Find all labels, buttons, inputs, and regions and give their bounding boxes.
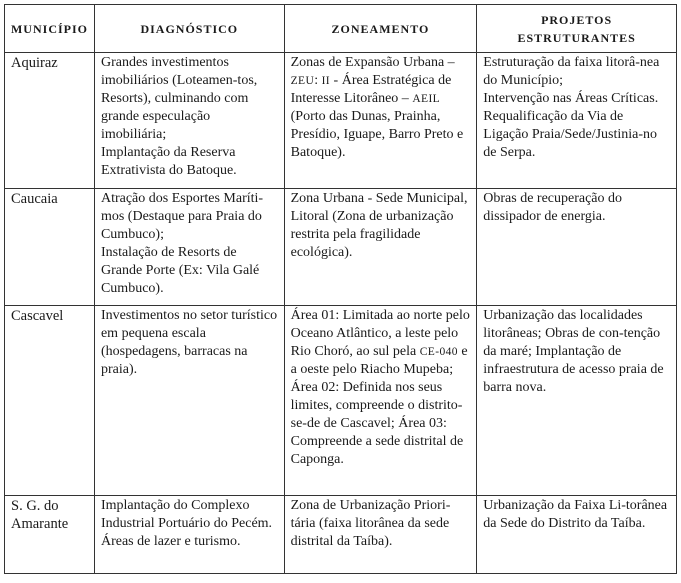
table-row	[5, 306, 677, 496]
roman-numeral: II	[321, 75, 331, 87]
cell-zoneamento	[284, 306, 477, 496]
table-row	[5, 189, 677, 306]
cell-municipio: Caucaia	[5, 189, 95, 306]
cell-zoneamento	[284, 189, 477, 306]
cell-text: Atração dos Esportes Maríti-mos (Destaque para Praia do Cumbuco);	[100, 191, 264, 242]
text-span: (Porto das Dunas, Prainha, Presídio, Iguape, Barro Preto e Batoque).	[290, 109, 464, 160]
cell-text: Obras de recuperação do dissipador de energia.	[483, 191, 623, 224]
cell-text: Instalação de Resorts de Grande Porte (Ex: Vila Galé Cumbuco).	[100, 245, 260, 296]
cell-projetos	[477, 496, 677, 574]
cell-municipio: S. G. do Amarante	[5, 496, 95, 574]
cell-zoneamento	[284, 496, 477, 574]
header-row	[5, 5, 677, 53]
text-span: Área 01: Limitada ao norte pelo Oceano Atlântico, a leste pelo Rio Choró, ao sul pela	[290, 308, 470, 359]
cell-diagnostico	[94, 496, 284, 574]
abbrev-aeil: AEIL	[412, 93, 441, 105]
cell-text: Urbanização da Faixa Li-torânea da Sede do Distrito da Taíba.	[483, 498, 668, 531]
cell-text: Estruturação da faixa litorâ-nea do Município;	[483, 55, 660, 88]
header-zoneamento: ZONEAMENTO	[284, 5, 477, 53]
cell-text	[291, 307, 471, 469]
header-projetos-line1: PROJETOS	[541, 12, 613, 27]
table-row	[5, 496, 677, 574]
cell-text: Implantação da Reserva Extrativista do Batoque.	[100, 145, 237, 178]
road-code: CE-040	[419, 346, 458, 358]
table-row	[5, 53, 677, 189]
cell-zoneamento	[284, 53, 477, 189]
abbrev-zeu: ZEU	[290, 75, 315, 87]
cell-diagnostico	[94, 53, 284, 189]
cell-text: Urbanização das localidades litorâneas; Obras de con-tenção da maré; Implantação de infraestrutura de acesso praia de barra nova.	[483, 308, 664, 395]
cell-projetos	[477, 189, 677, 306]
cell-text: Zona de Urbanização Priori-tária (faixa litorânea da sede distrital da Taíba).	[290, 498, 451, 549]
cell-text	[291, 54, 471, 162]
header-projetos	[477, 5, 677, 53]
cell-text: Grandes investimentos imobiliários (Loteamen-tos, Resorts), culminando com grande especulação imobiliária;	[100, 55, 258, 142]
cell-text: Zona Urbana - Sede Municipal, Litoral (Zona de urbanização restrita pela fragilidade ecológica).	[290, 191, 468, 260]
cell-text: Implantação do Complexo Industrial Portuário do Pecém. Áreas de lazer e turismo.	[100, 498, 273, 549]
cell-municipio: Aquiraz	[5, 53, 95, 189]
cell-projetos	[477, 53, 677, 189]
text-span: - Área Estratégica de Interesse Litorâneo –	[290, 73, 452, 106]
cell-municipio: Cascavel	[5, 306, 95, 496]
cell-text: Intervenção nas Áreas Críticas.	[483, 91, 659, 106]
text-span: e a oeste pelo Riacho Mupeba; Área 02: Definida nos seus limites, compreende o distrito-se-de de Cascavel; Área 03: Compreende a sede distrital de Caponga.	[290, 344, 468, 467]
text-span: :	[314, 73, 322, 88]
text-span: Zonas de Expansão Urbana –	[290, 55, 455, 70]
cell-text: Requalificação da Via de Ligação Praia/Sede/Justinia-no de Serpa.	[483, 109, 658, 160]
cell-projetos	[477, 306, 677, 496]
cell-text: Investimentos no setor turístico em pequena escala (hospedagens, barracas na praia).	[100, 308, 278, 377]
cell-diagnostico	[94, 306, 284, 496]
header-municipio: MUNICÍPIO	[5, 5, 95, 53]
header-diagnostico: DIAGNÓSTICO	[94, 5, 284, 53]
zoning-table	[4, 4, 677, 574]
header-projetos-line2: ESTRUTURANTES	[517, 30, 636, 45]
cell-diagnostico	[94, 189, 284, 306]
